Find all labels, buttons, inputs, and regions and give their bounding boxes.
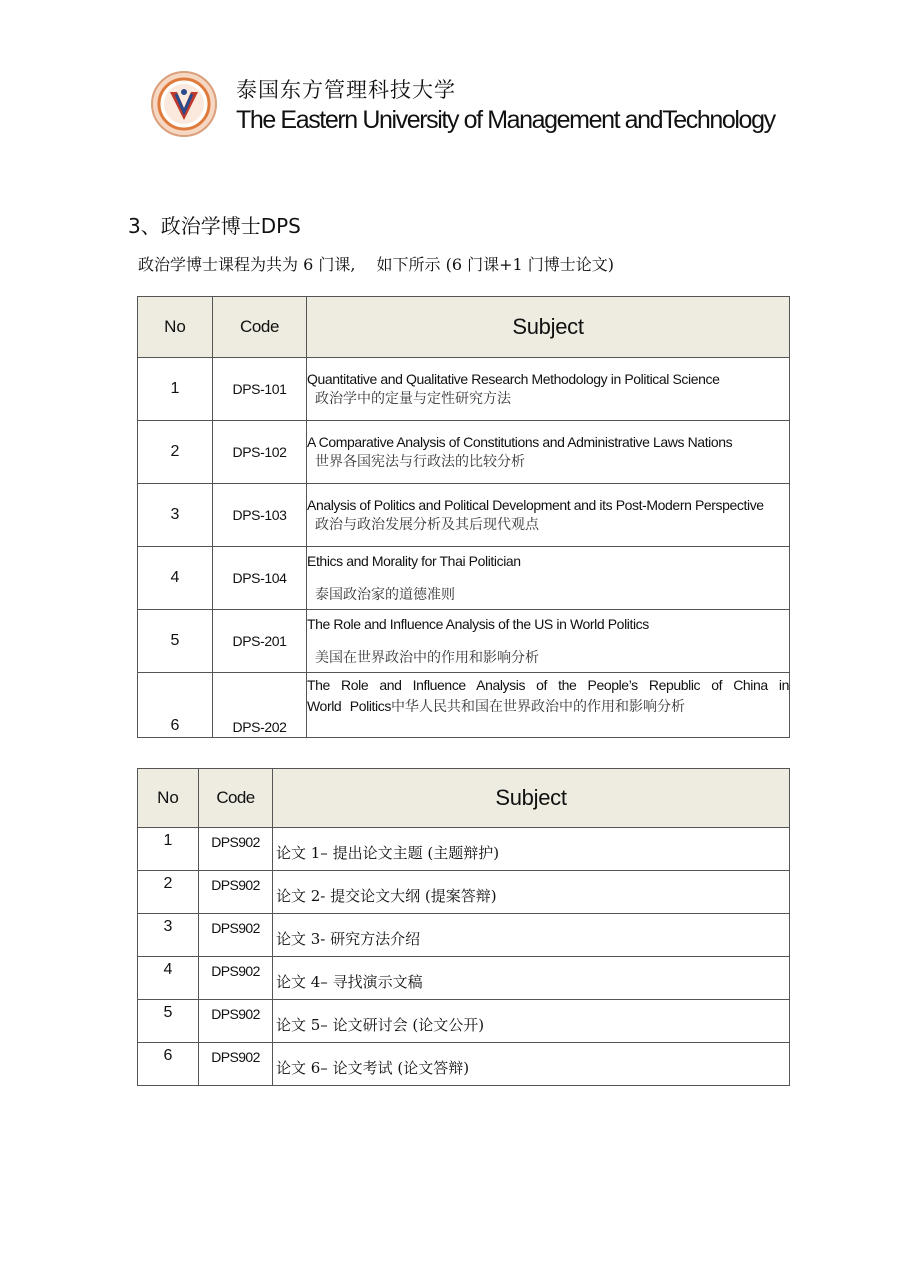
subject-chinese: 美国在世界政治中的作用和影响分析 bbox=[315, 650, 539, 666]
row-code: DPS-202 bbox=[213, 673, 307, 738]
header-no: No bbox=[138, 769, 199, 828]
row-code: DPS-101 bbox=[213, 358, 307, 421]
row-no: 6 bbox=[138, 673, 213, 738]
thesis-table bbox=[137, 768, 790, 1086]
header-subject: Subject bbox=[273, 769, 790, 828]
table-row bbox=[138, 1043, 790, 1086]
table-row bbox=[138, 871, 790, 914]
row-no: 4 bbox=[138, 957, 199, 1000]
row-subject: 论文 5– 论文研讨会 (论文公开) bbox=[273, 1000, 790, 1043]
table-row bbox=[138, 828, 790, 871]
row-subject: 论文 4– 寻找演示文稿 bbox=[273, 957, 790, 1000]
row-no: 2 bbox=[138, 421, 213, 484]
row-no: 2 bbox=[138, 871, 199, 914]
row-no: 3 bbox=[138, 914, 199, 957]
row-subject: 论文 6– 论文考试 (论文答辩) bbox=[273, 1043, 790, 1086]
subject-english: Ethics and Morality for Thai Politician bbox=[307, 553, 521, 569]
university-name-chinese: 泰国东方管理科技大学 bbox=[236, 78, 456, 102]
subject-chinese: 政治学中的定量与定性研究方法 bbox=[315, 391, 511, 407]
table-header-row bbox=[138, 769, 790, 828]
row-subject bbox=[307, 484, 790, 547]
subject-english: The Role and Influence Analysis of the US in World Politics bbox=[307, 616, 649, 632]
subject-chinese: 政治与政治发展分析及其后现代观点 bbox=[315, 517, 539, 533]
row-code: DPS902 bbox=[199, 914, 273, 957]
subject-english: A Comparative Analysis of Constitutions and Administrative Laws Nations bbox=[307, 434, 733, 450]
table-row bbox=[138, 673, 790, 738]
row-code: DPS902 bbox=[199, 1000, 273, 1043]
subject-english: Analysis of Politics and Political Development and its Post-Modern Perspective bbox=[307, 497, 764, 513]
row-subject bbox=[307, 421, 790, 484]
row-subject: 论文 3- 研究方法介绍 bbox=[273, 914, 790, 957]
row-code: DPS-201 bbox=[213, 610, 307, 673]
row-code: DPS902 bbox=[199, 1043, 273, 1086]
table-row bbox=[138, 957, 790, 1000]
section-intro: 政治学博士课程为共为 6 门课, 如下所示 (6 门课+1 门博士论文) bbox=[138, 255, 615, 274]
row-subject bbox=[307, 610, 790, 673]
table-row bbox=[138, 358, 790, 421]
row-subject: 论文 1– 提出论文主题 (主题辩护) bbox=[273, 828, 790, 871]
table-row bbox=[138, 547, 790, 610]
document-header bbox=[150, 70, 775, 140]
header-subject: Subject bbox=[307, 297, 790, 358]
row-no: 4 bbox=[138, 547, 213, 610]
subject-chinese: 中华人民共和国在世界政治中的作用和影响分析 bbox=[390, 699, 685, 715]
table-row bbox=[138, 484, 790, 547]
row-subject bbox=[307, 673, 790, 738]
section-title: 3、政治学博士DPS bbox=[128, 214, 301, 238]
table-row bbox=[138, 610, 790, 673]
subject-english: The Role and Influence Analysis of the People’s Republic of China in World Politics bbox=[307, 677, 789, 714]
header-code: Code bbox=[213, 297, 307, 358]
row-code: DPS902 bbox=[199, 871, 273, 914]
row-no: 5 bbox=[138, 1000, 199, 1043]
row-code: DPS-102 bbox=[213, 421, 307, 484]
university-name-english: The Eastern University of Management andTechnology bbox=[236, 106, 775, 134]
table-row bbox=[138, 914, 790, 957]
row-subject bbox=[307, 358, 790, 421]
subject-chinese: 泰国政治家的道德准则 bbox=[315, 587, 455, 603]
row-code: DPS902 bbox=[199, 957, 273, 1000]
table-header-row bbox=[138, 297, 790, 358]
courses-table bbox=[137, 296, 790, 738]
row-no: 5 bbox=[138, 610, 213, 673]
subject-chinese: 世界各国宪法与行政法的比较分析 bbox=[315, 454, 525, 470]
row-no: 6 bbox=[138, 1043, 199, 1086]
row-code: DPS-104 bbox=[213, 547, 307, 610]
row-subject bbox=[307, 547, 790, 610]
table-row bbox=[138, 1000, 790, 1043]
row-no: 3 bbox=[138, 484, 213, 547]
row-no: 1 bbox=[138, 828, 199, 871]
university-seal-icon bbox=[150, 70, 218, 138]
row-code: DPS902 bbox=[199, 828, 273, 871]
table-row bbox=[138, 421, 790, 484]
row-subject: 论文 2- 提交论文大纲 (提案答辩) bbox=[273, 871, 790, 914]
header-code: Code bbox=[199, 769, 273, 828]
row-code: DPS-103 bbox=[213, 484, 307, 547]
header-no: No bbox=[138, 297, 213, 358]
subject-english: Quantitative and Qualitative Research Methodology in Political Science bbox=[307, 371, 720, 387]
row-no: 1 bbox=[138, 358, 213, 421]
